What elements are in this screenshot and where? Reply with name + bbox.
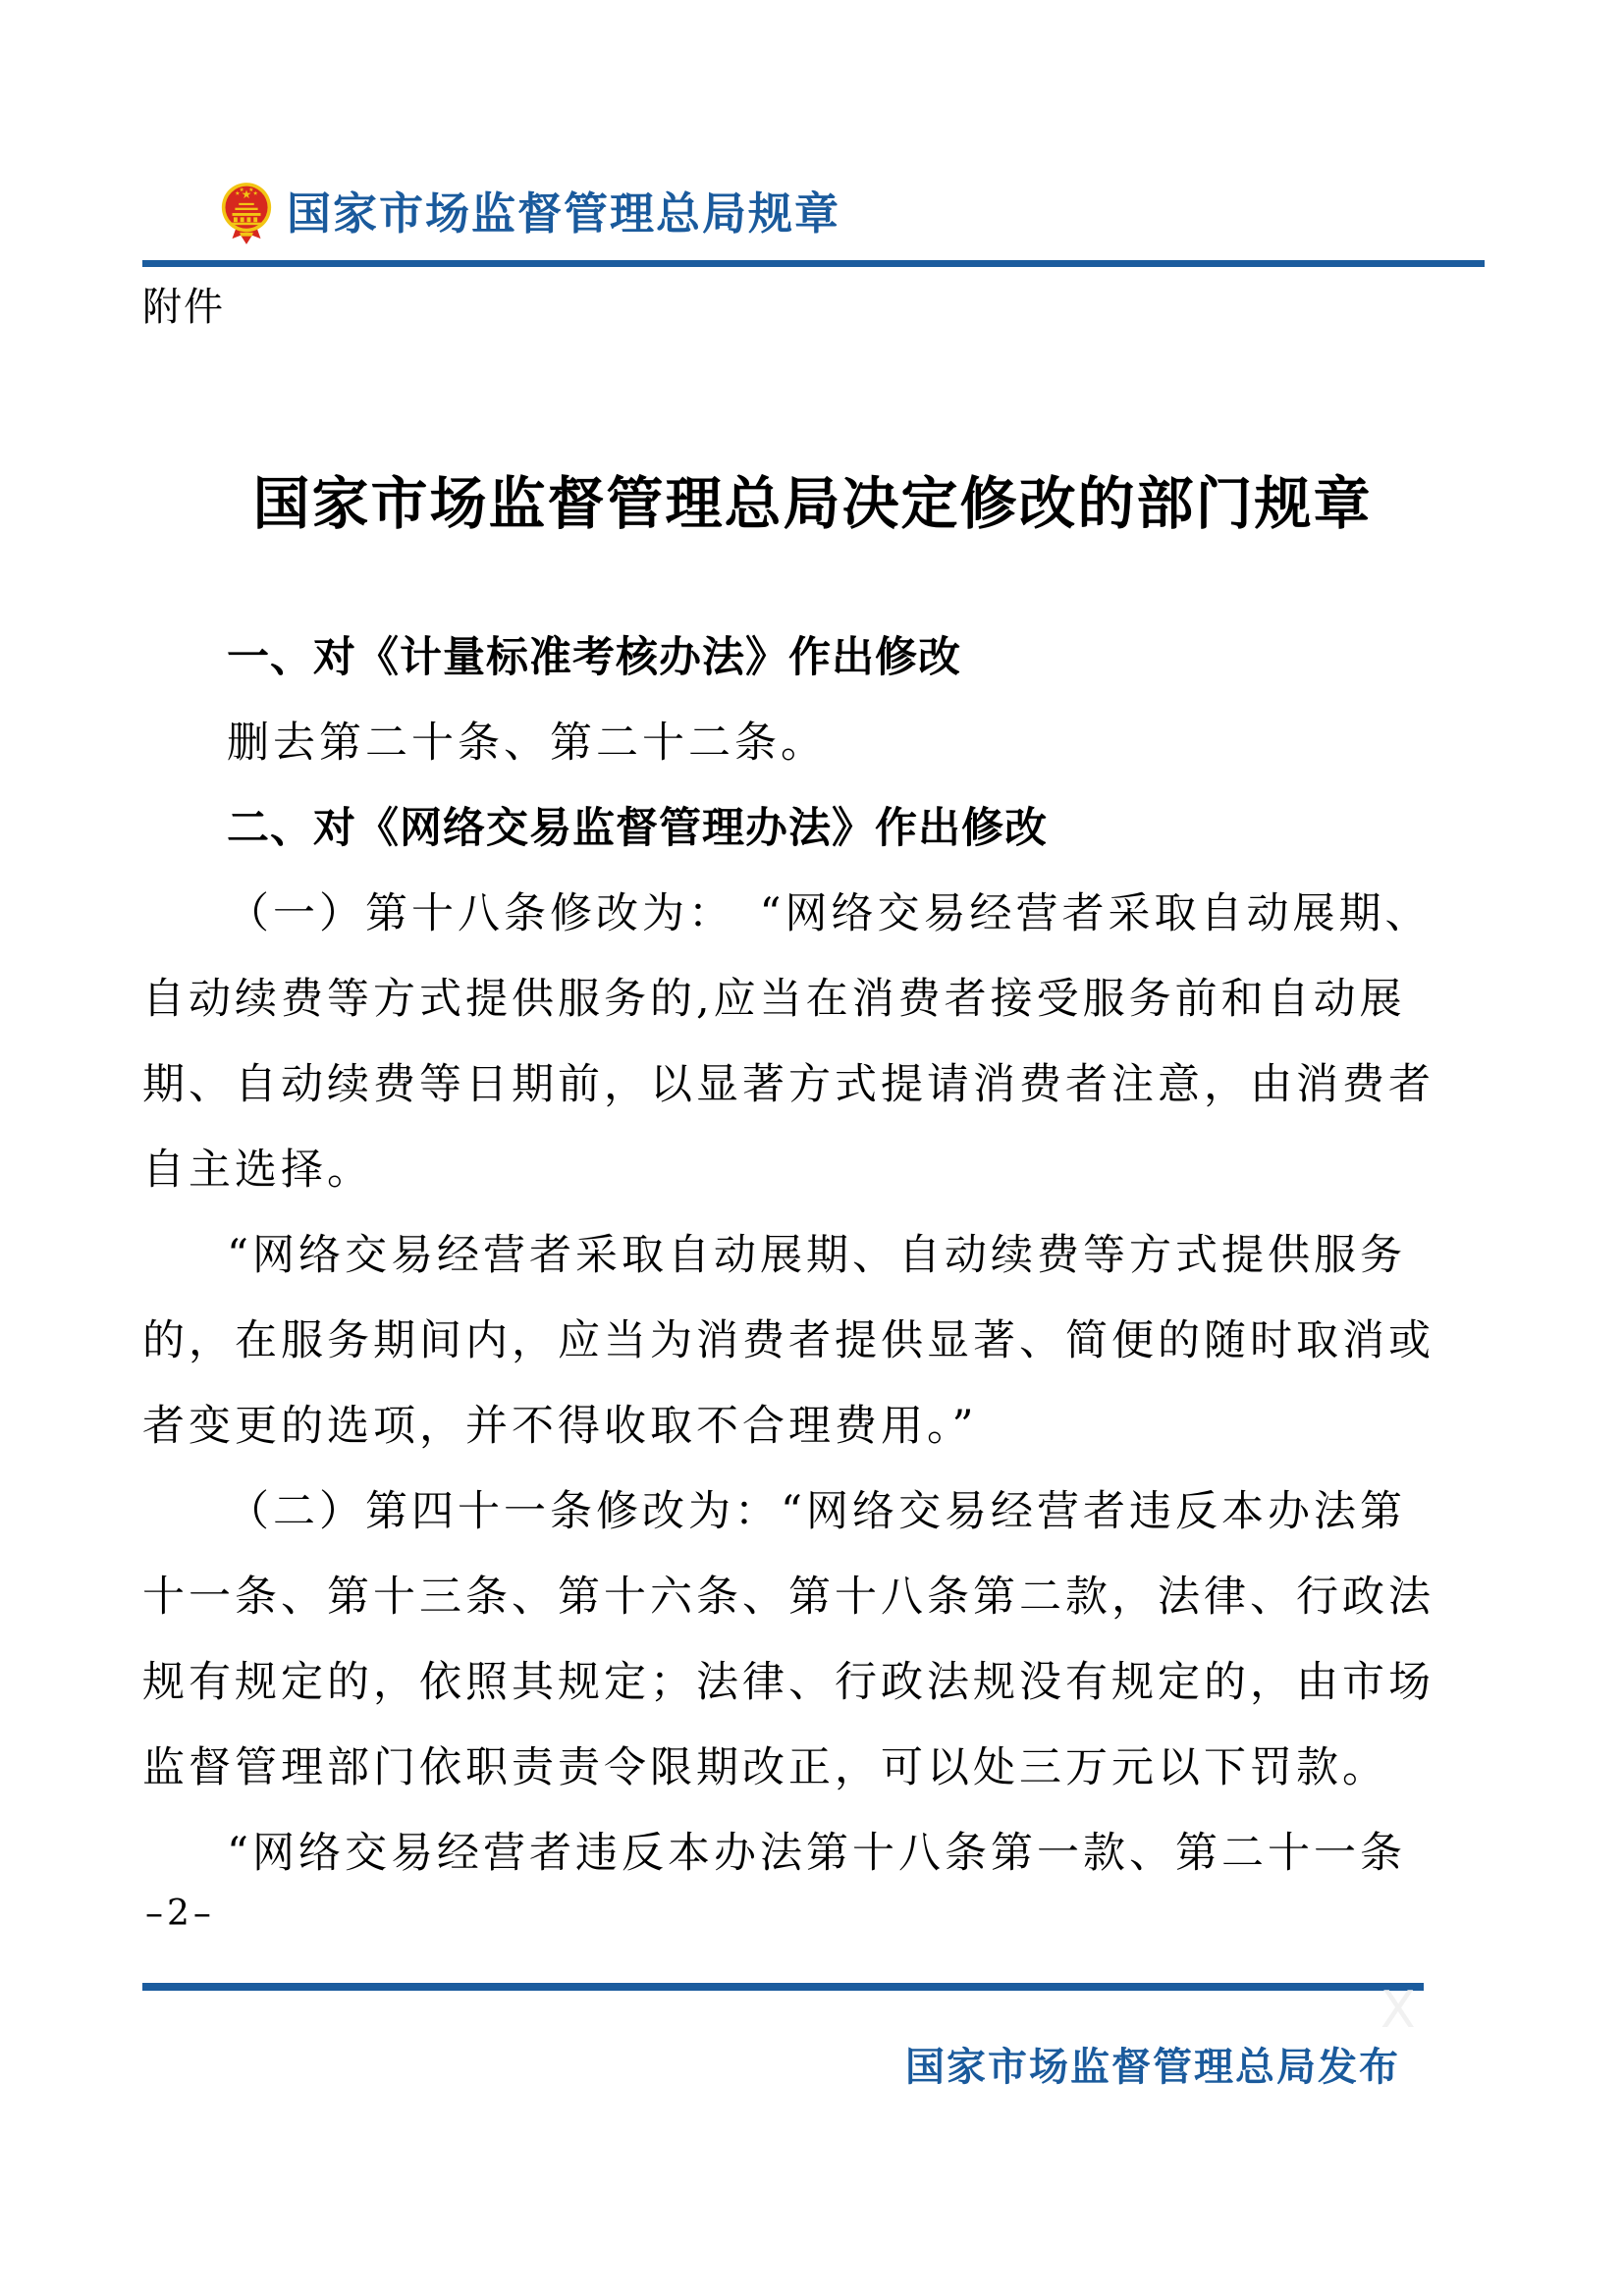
document-title: 国家市场监督管理总局决定修改的部门规章 [252, 470, 1373, 537]
document-content [142, 615, 1488, 1896]
body-text-line: 的，在服务期间内，应当为消费者提供显著、简便的随时取消或 [142, 1316, 1435, 1365]
body-text-line: 删去第二十条、第二十二条。 [227, 719, 827, 768]
national-emblem-icon [218, 181, 275, 245]
footer-divider-line [142, 1983, 1424, 1991]
body-text-line: “网络交易经营者采取自动展期、自动续费等方式提供服务 [227, 1231, 1406, 1280]
body-text-line: “网络交易经营者违反本办法第十八条第一款、第二十一条 [227, 1829, 1406, 1878]
section-heading: 一、对《计量标准考核办法》作出修改 [227, 633, 961, 682]
publisher-label: 国家市场监督管理总局发布 [905, 2045, 1400, 2090]
body-text-line: （二）第四十一条修改为：“网络交易经营者违反本办法第 [227, 1487, 1406, 1536]
body-text-line: 期、自动续费等日期前，以显著方式提请消费者注意，由消费者 [142, 1060, 1435, 1109]
body-text-line: 自主选择。 [142, 1146, 373, 1195]
body-text-line: 自动续费等方式提供服务的,应当在消费者接受服务前和自动展 [142, 975, 1406, 1024]
section-heading: 二、对《网络交易监督管理办法》作出修改 [227, 804, 1048, 853]
body-text-line: 规有规定的，依照其规定；法律、行政法规没有规定的，由市场 [142, 1658, 1435, 1707]
body-text-line: （一）第十八条修改为： “网络交易经营者采取自动展期、 [227, 889, 1432, 938]
attachment-label: 附件 [142, 285, 225, 330]
header-banner-title: 国家市场监督管理总局规章 [287, 187, 841, 240]
body-text-line: 者变更的选项，并不得收取不合理费用。” [142, 1402, 978, 1451]
header-divider-line [142, 260, 1485, 267]
page-number: –2– [145, 1894, 215, 1934]
header-banner [218, 181, 840, 245]
watermark-x: X [1380, 1981, 1416, 2040]
body-text-line: 十一条、第十三条、第十六条、第十八条第二款，法律、行政法 [142, 1573, 1435, 1622]
body-text-line: 监督管理部门依职责责令限期改正，可以处三万元以下罚款。 [142, 1743, 1388, 1792]
